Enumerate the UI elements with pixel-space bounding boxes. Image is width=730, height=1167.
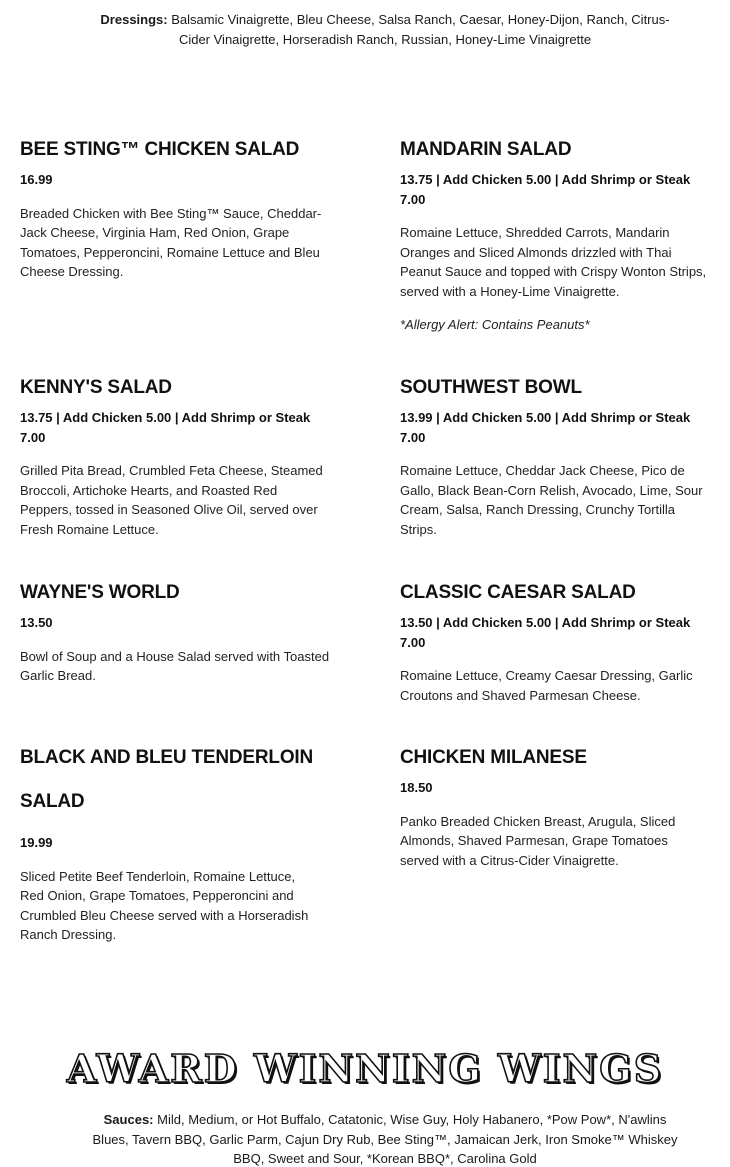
dressings-list [90,10,680,49]
menu-item-kennys-salad [20,377,330,539]
item-price: 13.50 [20,615,53,630]
dressings-text: Balsamic Vinaigrette, Bleu Cheese, Salsa Ranch, Caesar, Honey-Dijon, Ranch, Citrus-Cider Vinaigrette, Horseradish Ranch, Russian, Honey-Lime Vinaigrette [171,12,670,47]
menu-item-bee-sting-chicken-salad [20,139,330,282]
sauces-label: Sauces: [103,1112,154,1127]
item-name: BEE STING™ CHICKEN SALAD [20,139,300,160]
sauces-text: Mild, Medium, or Hot Buffalo, Catatonic, Wise Guy, Holy Habanero, *Pow Pow*, N'awlins Blues, Tavern BBQ, Garlic Parm, Cajun Dry Rub, Bee Sting™, Jamaican Jerk, Iron Smoke™ Whiskey BBQ, Sweet and Sour, *Korean BBQ*, Carolina Gold [92,1112,678,1166]
item-description: Breaded Chicken with Bee Sting™ Sauce, Cheddar-Jack Cheese, Virginia Ham, Red Onion, Grape Tomatoes, Pepperoncini, Romaine Lettuce and Bleu Cheese Dressing. [20,205,322,279]
item-description: Romaine Lettuce, Shredded Carrots, Mandarin Oranges and Sliced Almonds drizzled with Thai Peanut Sauce and topped with Crispy Wonton Strips, served with a Honey-Lime Vinaigrette. [400,225,707,299]
item-price: 13.75 | Add Chicken 5.00 | Add Shrimp or Steak 7.00 [400,172,691,207]
item-price: 13.50 | Add Chicken 5.00 | Add Shrimp or Steak 7.00 [400,615,691,650]
menu-item-southwest-bowl [400,377,710,539]
item-description: Grilled Pita Bread, Crumbled Feta Cheese, Steamed Broccoli, Artichoke Hearts, and Roasted Red Peppers, tossed in Seasoned Olive Oil, served over Fresh Romaine Lettuce. [20,463,323,537]
item-price: 13.99 | Add Chicken 5.00 | Add Shrimp or Steak 7.00 [400,410,691,445]
allergy-note: *Allergy Alert: Contains Peanuts* [400,317,590,332]
menu-item-chicken-milanese [400,747,710,870]
item-price: 16.99 [20,172,53,187]
menu-item-mandarin-salad [400,139,710,335]
menu-item-classic-caesar-salad [400,582,710,705]
item-description: Romaine Lettuce, Cheddar Jack Cheese, Pico de Gallo, Black Bean-Corn Relish, Avocado, Lime, Sour Cream, Salsa, Ranch Dressing, Crunchy Tortilla Strips. [400,463,703,537]
item-name: CHICKEN MILANESE [400,747,587,768]
item-price: 19.99 [20,835,53,850]
item-name: BLACK AND BLEU TENDERLOIN SALAD [20,747,314,812]
dressings-label: Dressings: [100,12,168,27]
item-price: 13.75 | Add Chicken 5.00 | Add Shrimp or Steak 7.00 [20,410,311,445]
item-description: Panko Breaded Chicken Breast, Arugula, Sliced Almonds, Shaved Parmesan, Grape Tomatoes served with a Citrus-Cider Vinaigrette. [400,813,676,868]
item-name: WAYNE'S WORLD [20,582,180,603]
item-name: KENNY'S SALAD [20,377,172,398]
menu-item-waynes-world [20,582,330,686]
wings-section-title: AWARD WINNING WINGS [66,1046,664,1091]
item-description: Sliced Petite Beef Tenderloin, Romaine Lettuce, Red Onion, Grape Tomatoes, Pepperoncini and Crumbled Bleu Cheese served with a Horseradish Ranch Dressing. [20,868,309,942]
item-name: CLASSIC CAESAR SALAD [400,582,636,603]
item-description: Romaine Lettuce, Creamy Caesar Dressing, Garlic Croutons and Shaved Parmesan Cheese. [400,668,693,703]
item-name: MANDARIN SALAD [400,139,572,160]
sauces-list [90,1110,680,1167]
item-description: Bowl of Soup and a House Salad served with Toasted Garlic Bread. [20,648,330,683]
item-price: 18.50 [400,780,433,795]
item-name: SOUTHWEST BOWL [400,377,582,398]
menu-item-black-and-bleu-tenderloin-salad [20,747,320,945]
